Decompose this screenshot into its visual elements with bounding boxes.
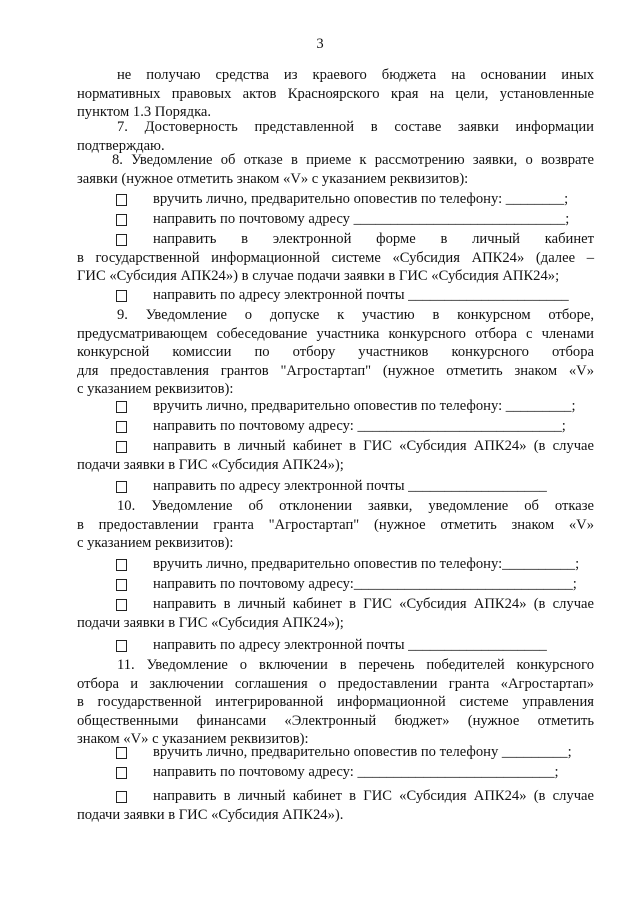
- paragraph-intro: [77, 66, 594, 122]
- text-line: в государственной интегрированной информационной системе управления: [77, 694, 594, 711]
- text-line: направить в личный кабинет в ГИС «Субсидия АПК24» (в случае: [153, 438, 594, 454]
- text-line: 11. Уведомление о включении в перечень победителей конкурсного: [117, 657, 594, 673]
- paragraph-9: [77, 306, 594, 399]
- paragraph-7: [77, 118, 594, 155]
- option-8-2: направить по почтовому адресу _____________________________;: [153, 211, 570, 227]
- page-number: 3: [316, 36, 324, 52]
- option-11-1: вручить лично, предварительно оповестив по телефону _________;: [153, 744, 572, 760]
- text-line: не получаю средства из краевого бюджета на основании иных: [117, 67, 594, 83]
- text-line: заявки (нужное отметить знаком «V» с указанием реквизитов):: [77, 170, 469, 187]
- text-line: с указанием реквизитов):: [77, 535, 234, 552]
- text-line: 9. Уведомление о допуске к участию в конкурсном отборе,: [117, 307, 594, 323]
- text-line: с указанием реквизитов):: [77, 381, 234, 398]
- option-9-1: вручить лично, предварительно оповестив по телефону: _________;: [153, 398, 576, 414]
- option-8-3: [77, 230, 594, 286]
- checkbox-9-1[interactable]: [116, 401, 127, 413]
- text-line: предусматривающем собеседование участника конкурсного отбора с членами: [77, 325, 594, 342]
- checkbox-8-2[interactable]: [116, 214, 127, 226]
- text-line: в предоставлении гранта "Агростартап" (нужное отметить знаком «V»: [77, 516, 594, 533]
- text-line: общественными финансами «Электронный бюджет» (нужное отметить: [77, 712, 594, 729]
- text-line: подачи заявки в ГИС «Субсидия АПК24»);: [77, 456, 344, 473]
- text-line: 8. Уведомление об отказе в приеме к рассмотрению заявки, о возврате: [112, 152, 594, 168]
- text-line: подачи заявки в ГИС «Субсидия АПК24»).: [77, 806, 344, 823]
- text-line: отбора и заключении соглашения о предоставлении гранта «Агростартап»: [77, 675, 594, 692]
- option-11-2: направить по почтовому адресу: ___________________________;: [153, 764, 559, 780]
- text-line: направить в личный кабинет в ГИС «Субсидия АПК24» (в случае: [153, 788, 594, 804]
- text-line: нормативных правовых актов Красноярского края на цели, установленные: [77, 85, 594, 102]
- paragraph-10: [77, 497, 594, 553]
- text-line: 7. Достоверность представленной в составе заявки информации: [117, 119, 594, 135]
- checkbox-11-1[interactable]: [116, 747, 127, 759]
- paragraph-8: [77, 151, 594, 188]
- text-line: конкурсной комиссии по отбору участников конкурсного отбора: [77, 344, 594, 361]
- option-11-3: [77, 787, 594, 824]
- text-line: подтверждаю.: [77, 137, 165, 154]
- option-8-1: вручить лично, предварительно оповестив по телефону: ________;: [153, 191, 569, 207]
- option-8-4: направить по адресу электронной почты ______________________: [153, 287, 569, 303]
- checkbox-10-1[interactable]: [116, 559, 127, 571]
- text-line: направить в личный кабинет в ГИС «Субсидия АПК24» (в случае: [153, 596, 594, 612]
- text-line: направить в электронной форме в личный кабинет: [153, 231, 594, 247]
- text-line: пунктом 1.3 Порядка.: [77, 104, 212, 121]
- option-10-1: вручить лично, предварительно оповестив по телефону:__________;: [153, 556, 580, 572]
- text-line: ГИС «Субсидия АПК24») в случае подачи заявки в ГИС «Субсидия АПК24»;: [77, 268, 560, 285]
- checkbox-9-4[interactable]: [116, 481, 127, 493]
- checkbox-8-4[interactable]: [116, 290, 127, 302]
- text-line: подачи заявки в ГИС «Субсидия АПК24»);: [77, 614, 344, 631]
- option-9-4: направить по адресу электронной почты ___________________: [153, 478, 547, 494]
- text-line: знаком «V» с указанием реквизитов):: [77, 731, 309, 748]
- checkbox-11-2[interactable]: [116, 767, 127, 779]
- option-10-3: [77, 595, 594, 632]
- paragraph-11: [77, 656, 594, 749]
- option-9-3: [77, 437, 594, 474]
- option-10-2: направить по почтовому адресу:______________________________;: [153, 576, 577, 592]
- checkbox-8-1[interactable]: [116, 194, 127, 206]
- option-10-4: направить по адресу электронной почты ___________________: [153, 637, 547, 653]
- text-line: 10. Уведомление об отклонении заявки, уведомление об отказе: [117, 498, 594, 514]
- text-line: в государственной информационной системе «Субсидия АПК24» (далее –: [77, 249, 594, 266]
- option-9-2: направить по почтовому адресу: ____________________________;: [153, 418, 566, 434]
- checkbox-10-2[interactable]: [116, 579, 127, 591]
- checkbox-10-4[interactable]: [116, 640, 127, 652]
- checkbox-9-2[interactable]: [116, 421, 127, 433]
- text-line: для предоставления грантов "Агростартап" (нужное отметить знаком «V»: [77, 362, 594, 379]
